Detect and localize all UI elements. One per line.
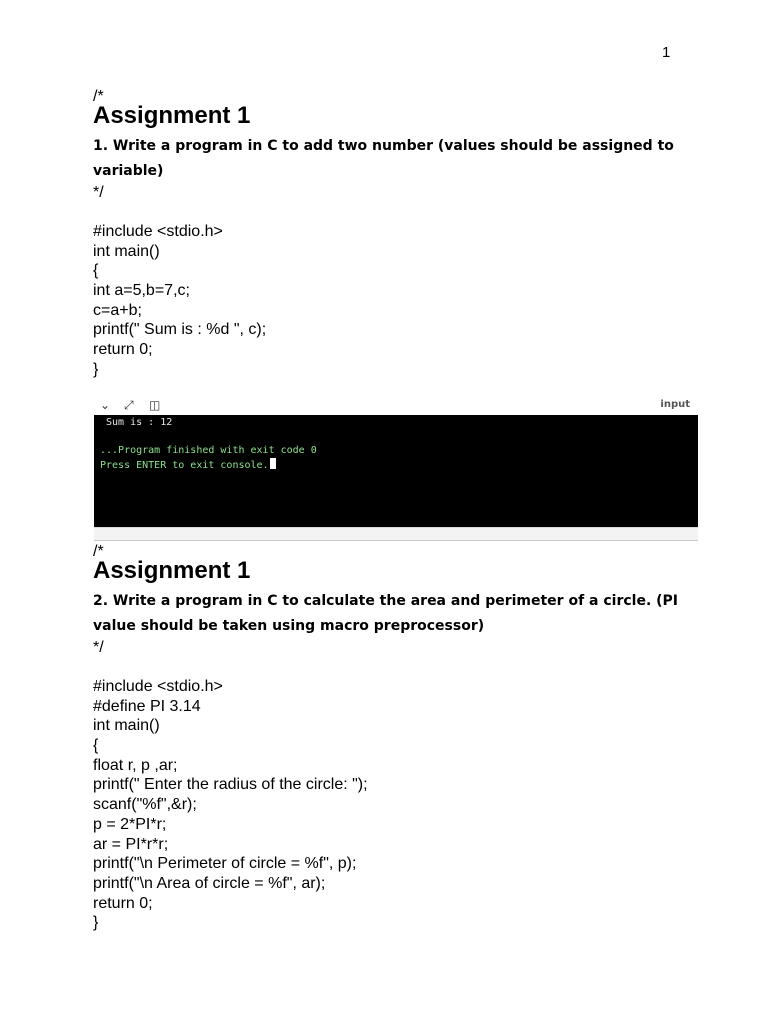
code-line: int main(): [93, 717, 160, 735]
code-block: [93, 677, 713, 933]
assignment-section-2: [93, 542, 713, 933]
code-line: }: [93, 360, 99, 378]
code-line: #include <stdio.h>: [93, 678, 223, 695]
expand-icon[interactable]: ⤢: [124, 398, 134, 412]
assignment-title: Assignment 1: [93, 102, 251, 129]
code-line: printf(" Sum is : %d ", c);: [93, 321, 267, 339]
code-line: return 0;: [93, 894, 153, 912]
comment-open: /*: [93, 88, 104, 105]
comment-close: */: [93, 639, 104, 656]
code-line: c=a+b;: [93, 301, 142, 319]
code-line: printf("\n Perimeter of circle = %f", p);: [93, 855, 357, 873]
code-line: }: [93, 914, 99, 932]
console-scrollbar[interactable]: [94, 527, 698, 541]
code-line: p = 2*PI*r;: [93, 815, 167, 833]
code-line: ar = PI*r*r;: [93, 835, 169, 853]
assignment-section-1: [93, 87, 713, 380]
console-output-screenshot: [94, 395, 698, 540]
console-line-text: Press ENTER to exit console.: [100, 460, 269, 471]
console-line: Sum is : 12: [100, 417, 173, 428]
chevron-down-icon[interactable]: ⌄: [100, 398, 111, 412]
console-toolbar: [94, 395, 698, 415]
code-line: {: [93, 737, 99, 755]
task-description: 1. Write a program in C to add two number (values should be assigned to variable): [93, 138, 674, 179]
copy-icon[interactable]: ◫: [149, 398, 161, 412]
code-line: scanf("%f",&r);: [93, 796, 197, 814]
code-line: #define PI 3.14: [93, 697, 201, 715]
page-number: 1: [662, 44, 671, 61]
code-line: return 0;: [93, 341, 153, 359]
code-line: printf("\n Area of circle = %f", ar);: [93, 874, 326, 892]
code-line: #include <stdio.h>: [93, 223, 223, 240]
comment-open: /*: [93, 543, 104, 560]
console-input-label[interactable]: input: [660, 399, 690, 410]
code-block: [93, 222, 713, 380]
code-line: float r, p ,ar;: [93, 756, 178, 774]
assignment-title: Assignment 1: [93, 557, 251, 584]
code-line: printf(" Enter the radius of the circle: ");: [93, 776, 368, 794]
comment-close: */: [93, 184, 104, 201]
task-description: 2. Write a program in C to calculate the area and perimeter of a circle. (PI value should be taken using macro preprocessor): [93, 593, 679, 634]
code-line: {: [93, 262, 99, 280]
console-screen: [94, 415, 698, 527]
console-line: [94, 430, 698, 444]
cursor: [270, 458, 276, 469]
console-line: ...Program finished with exit code 0: [100, 445, 317, 456]
code-line: int main(): [93, 242, 160, 260]
console-line-last: [94, 458, 698, 472]
code-line: int a=5,b=7,c;: [93, 282, 190, 300]
